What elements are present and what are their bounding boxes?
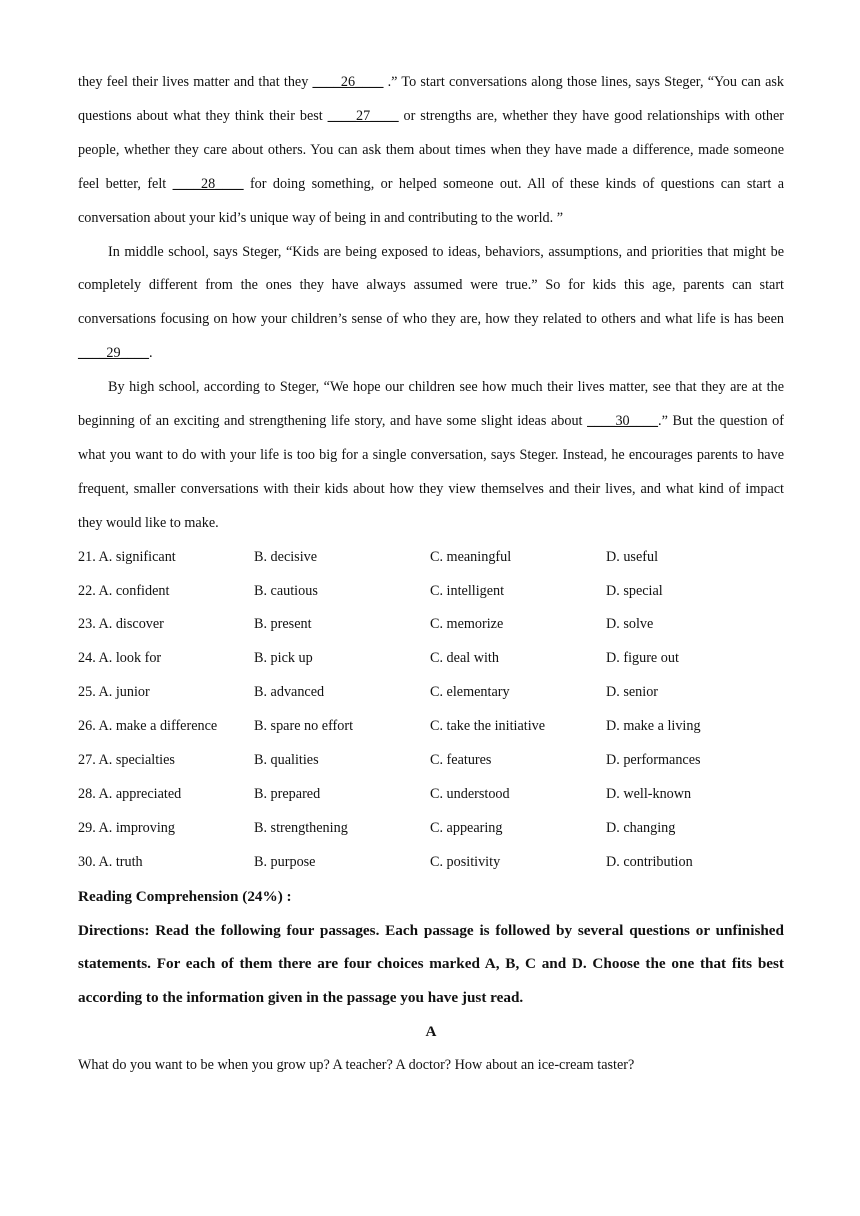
paragraph-text: .” But the question of what you want to do with your life is too big for a single conversation, says Steger. Instead, he encourages parents to have frequent, smaller conversations with their kids about how they view themselves and their lives, and what kind of impact they would like to make.: [78, 413, 784, 531]
option-row-21: [78, 541, 784, 575]
option-b: B. qualities: [254, 752, 319, 769]
option-b: B. cautious: [254, 582, 318, 599]
cloze-paragraph-3: [78, 371, 784, 541]
blank-28: ____28____: [172, 175, 244, 192]
passage-intro: What do you want to be when you grow up? A teacher? A doctor? How about an ice-cream taster?: [78, 1057, 635, 1074]
option-row-28: [78, 778, 784, 812]
passage-letter: A: [425, 1023, 437, 1041]
option-row-24: [78, 642, 784, 676]
option-a: 23. A. discover: [78, 616, 164, 633]
option-a: 21. A. significant: [78, 548, 176, 565]
option-row-22: [78, 575, 784, 609]
option-b: B. pick up: [254, 650, 313, 667]
option-d: D. well-known: [606, 785, 692, 802]
option-c: C. positivity: [430, 853, 501, 870]
option-b: B. prepared: [254, 785, 321, 802]
option-row-23: [78, 608, 784, 642]
blank-27: ____27____: [327, 107, 399, 124]
option-a: 26. A. make a difference: [78, 718, 218, 735]
option-d: D. useful: [606, 548, 659, 565]
option-row-27: [78, 744, 784, 778]
directions-text: Directions: Read the following four passages. Each passage is followed by several questions or unfinished statements. For each of them there are four choices marked A, B, C and D. Choose the one that fits best according to the information given in the passage you have just read.: [78, 921, 784, 1007]
option-d: D. special: [606, 582, 663, 599]
option-a: 27. A. specialties: [78, 752, 175, 769]
option-a: 30. A. truth: [78, 853, 143, 870]
option-row-25: [78, 676, 784, 710]
option-c: C. understood: [430, 785, 510, 802]
paragraph-text: By high school, according to Steger, “We hope our children see how much their lives matter, see that they are at the beginning of an exciting and strengthening life story, and have some slight ideas about: [78, 379, 784, 430]
paragraph-text: or strengths are, whether they have good relationships with other people, whether they care about others. You can ask them about times when they have made a difference, made someone feel better, felt: [78, 107, 784, 192]
paragraph-text: .” To start conversations along those lines, says Steger, “You can ask questions about what they think their best: [78, 74, 784, 124]
option-d: D. performances: [606, 752, 701, 769]
option-row-26: [78, 710, 784, 744]
option-d: D. changing: [606, 819, 676, 836]
paragraph-text: In middle school, says Steger, “Kids are being exposed to ideas, behaviors, assumptions, and priorities that might be completely different from the ones they have always assumed were true.” So for kids this age, parents can start conversations focusing on how your children’s sense of who they are, how they related to others and what life is has been: [78, 243, 784, 328]
option-c: C. deal with: [430, 650, 499, 667]
blank-30: ____30____: [587, 413, 659, 430]
option-row-29: [78, 812, 784, 846]
option-c: C. meaningful: [430, 548, 512, 565]
option-a: 25. A. junior: [78, 684, 150, 701]
option-b: B. strengthening: [254, 819, 348, 836]
option-a: 22. A. confident: [78, 582, 170, 599]
option-row-30: [78, 846, 784, 880]
option-d: D. contribution: [606, 853, 693, 870]
option-b: B. decisive: [254, 548, 318, 565]
blank-29: ____29____: [78, 345, 149, 362]
option-d: D. senior: [606, 684, 659, 701]
option-c: C. elementary: [430, 684, 510, 701]
options-list: [78, 541, 784, 880]
option-a: 28. A. appreciated: [78, 785, 182, 802]
document-page: [78, 66, 784, 1083]
option-d: D. figure out: [606, 650, 679, 667]
paragraph-text: they feel their lives matter and that they: [78, 74, 313, 90]
cloze-paragraph-1: [78, 66, 784, 236]
option-c: C. appearing: [430, 819, 503, 836]
option-c: C. intelligent: [430, 582, 505, 599]
option-c: C. features: [430, 752, 492, 769]
option-b: B. advanced: [254, 684, 325, 701]
paragraph-text: for doing something, or helped someone out. All of these kinds of questions can start a conversation about your kid’s unique way of being in and contributing to the world. ”: [78, 175, 784, 226]
option-a: 24. A. look for: [78, 650, 162, 667]
blank-26: ____26____: [312, 74, 384, 90]
option-c: C. take the initiative: [430, 718, 546, 735]
option-d: D. solve: [606, 616, 654, 633]
option-a: 29. A. improving: [78, 819, 175, 836]
option-b: B. spare no effort: [254, 718, 354, 735]
section-title: Reading Comprehension (24%) :: [78, 887, 292, 905]
option-d: D. make a living: [606, 718, 701, 735]
option-c: C. memorize: [430, 616, 504, 633]
option-b: B. purpose: [254, 853, 316, 870]
cloze-paragraph-2: [78, 236, 784, 372]
paragraph-text: .: [148, 345, 153, 362]
option-b: B. present: [254, 616, 312, 633]
